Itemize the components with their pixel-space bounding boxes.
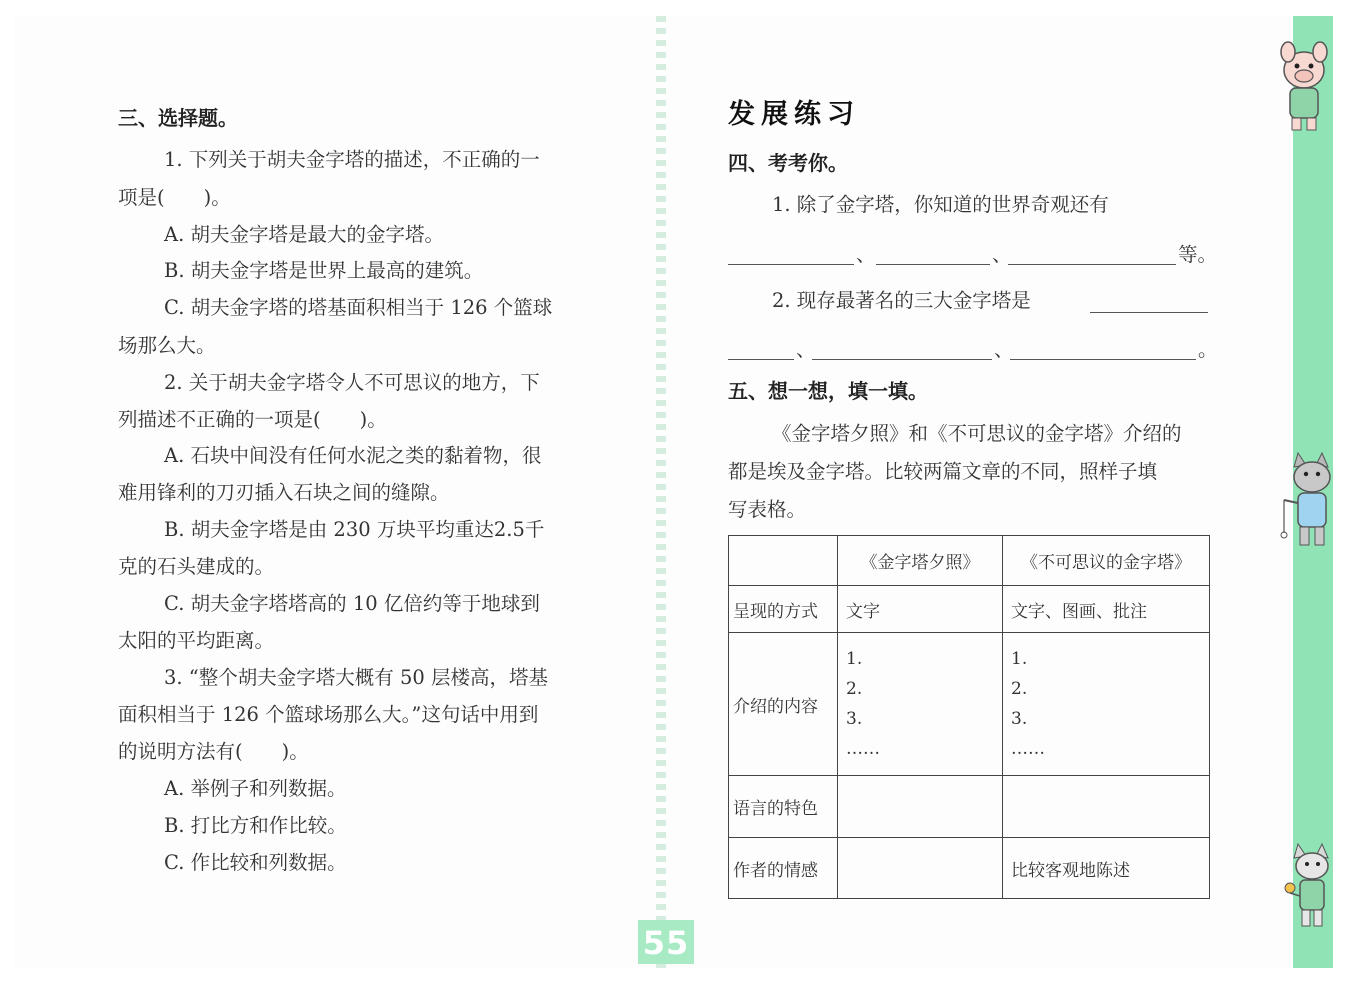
q2-option-c-line1: C. 胡夫金字塔塔高的 10 亿倍约等于地球到 — [164, 592, 540, 615]
list-item: …… — [846, 739, 880, 759]
row1-col1-cell: 文字 — [838, 586, 1003, 633]
row-label-emotion: 作者的情感 — [729, 838, 838, 899]
pig-mascot-icon — [1268, 40, 1338, 135]
list-item: 1. — [846, 649, 863, 669]
s4-q2-end: 。 — [1198, 338, 1218, 361]
list-item: 1. — [1011, 649, 1028, 669]
q1-option-b: B. 胡夫金字塔是世界上最高的建筑。 — [164, 259, 484, 282]
fox-mascot-icon — [1280, 838, 1336, 933]
s4-q1-blank1[interactable] — [728, 263, 854, 265]
s5-para-line1: 《金字塔夕照》和《不可思议的金字塔》介绍的 — [772, 422, 1182, 445]
s4-q2-sep1: 、 — [796, 338, 816, 361]
s4-q1-end: 等。 — [1178, 243, 1218, 266]
row3-col2-cell[interactable] — [1003, 776, 1210, 838]
q2-option-c-line2: 太阳的平均距离。 — [118, 629, 275, 652]
q2-stem-line2: 列描述不正确的一项是( )。 — [118, 408, 387, 431]
q1-option-a: A. 胡夫金字塔是最大的金字塔。 — [164, 223, 444, 246]
page-fold — [656, 16, 666, 968]
q2-option-b-line1: B. 胡夫金字塔是由 230 万块平均重达2.5千 — [164, 518, 545, 541]
list-item: 2. — [1011, 679, 1028, 699]
table-row — [729, 633, 1210, 776]
q3-option-b: B. 打比方和作比较。 — [164, 814, 347, 837]
q3-stem-line1: 3. “整个胡夫金字塔大概有 50 层楼高，塔基 — [164, 666, 548, 689]
row-label-presentation: 呈现的方式 — [729, 586, 838, 633]
s5-para-line3: 写表格。 — [728, 498, 807, 521]
q3-stem-line2: 面积相当于 126 个篮球场那么大。”这句话中用到 — [118, 703, 539, 726]
section5-title: 五、想一想，填一填。 — [728, 379, 928, 403]
q2-option-a-line2: 难用锋利的刀刃插入石块之间的缝隙。 — [118, 481, 450, 504]
row4-col1-cell[interactable] — [838, 838, 1003, 899]
wolf-mascot-icon — [1276, 445, 1338, 555]
section3-title: 三、选择题。 — [118, 106, 238, 130]
row1-col2-cell: 文字、图画、批注 — [1003, 586, 1210, 633]
list-item: 2. — [846, 679, 863, 699]
row-label-language: 语言的特色 — [729, 776, 838, 838]
table-row — [729, 776, 1210, 838]
practice-heading: 发展练习 — [728, 99, 860, 130]
list-item: …… — [1011, 739, 1045, 759]
s4-q2-blank2[interactable] — [812, 358, 992, 360]
row4-col2-cell: 比较客观地陈述 — [1003, 838, 1210, 899]
table-row — [729, 838, 1210, 899]
row2-col2-cell[interactable] — [1003, 633, 1210, 776]
s4-q1-sep2: 、 — [992, 243, 1012, 266]
row3-col1-cell[interactable] — [838, 776, 1003, 838]
q2-option-a-line1: A. 石块中间没有任何水泥之类的黏着物，很 — [164, 444, 542, 467]
q3-option-a: A. 举例子和列数据。 — [164, 777, 347, 800]
table-row — [729, 586, 1210, 633]
table-col1-header: 《金字塔夕照》 — [838, 536, 1003, 586]
section4-title: 四、考考你。 — [728, 151, 848, 175]
s4-q1-blank2[interactable] — [876, 263, 990, 265]
comparison-table — [728, 535, 1210, 899]
table-header-row — [729, 536, 1210, 586]
q3-stem-line3: 的说明方法有( )。 — [118, 740, 309, 763]
s4-q2-blank1-end[interactable] — [728, 358, 794, 360]
page-number: 55 — [638, 920, 694, 964]
q1-option-c-line2: 场那么大。 — [118, 334, 216, 357]
q1-stem-line2: 项是( )。 — [118, 186, 231, 209]
q1-option-c-line1: C. 胡夫金字塔的塔基面积相当于 126 个篮球 — [164, 296, 553, 319]
s4-q1-blank3[interactable] — [1008, 263, 1176, 265]
s4-q2-blank1-start[interactable] — [1090, 311, 1208, 313]
q2-option-b-line2: 克的石头建成的。 — [118, 555, 275, 578]
table-corner-cell — [729, 536, 838, 586]
s5-para-line2: 都是埃及金字塔。比较两篇文章的不同，照样子填 — [728, 460, 1158, 483]
s4-q2-blank3[interactable] — [1010, 358, 1196, 360]
s4-q1-sep1: 、 — [856, 243, 876, 266]
s4-q2-sep2: 、 — [994, 338, 1014, 361]
s4-q1-stem: 1. 除了金字塔，你知道的世界奇观还有 — [772, 193, 1109, 216]
q3-option-c: C. 作比较和列数据。 — [164, 851, 347, 874]
list-item: 3. — [1011, 709, 1028, 729]
list-item: 3. — [846, 709, 863, 729]
table-col2-header: 《不可思议的金字塔》 — [1003, 536, 1210, 586]
s4-q2-stem: 2. 现存最著名的三大金字塔是 — [772, 289, 1031, 312]
row-label-content: 介绍的内容 — [729, 633, 838, 776]
q2-stem-line1: 2. 关于胡夫金字塔令人不可思议的地方，下 — [164, 371, 540, 394]
row2-col1-cell[interactable] — [838, 633, 1003, 776]
q1-stem-line1: 1. 下列关于胡夫金字塔的描述，不正确的一 — [164, 148, 540, 171]
